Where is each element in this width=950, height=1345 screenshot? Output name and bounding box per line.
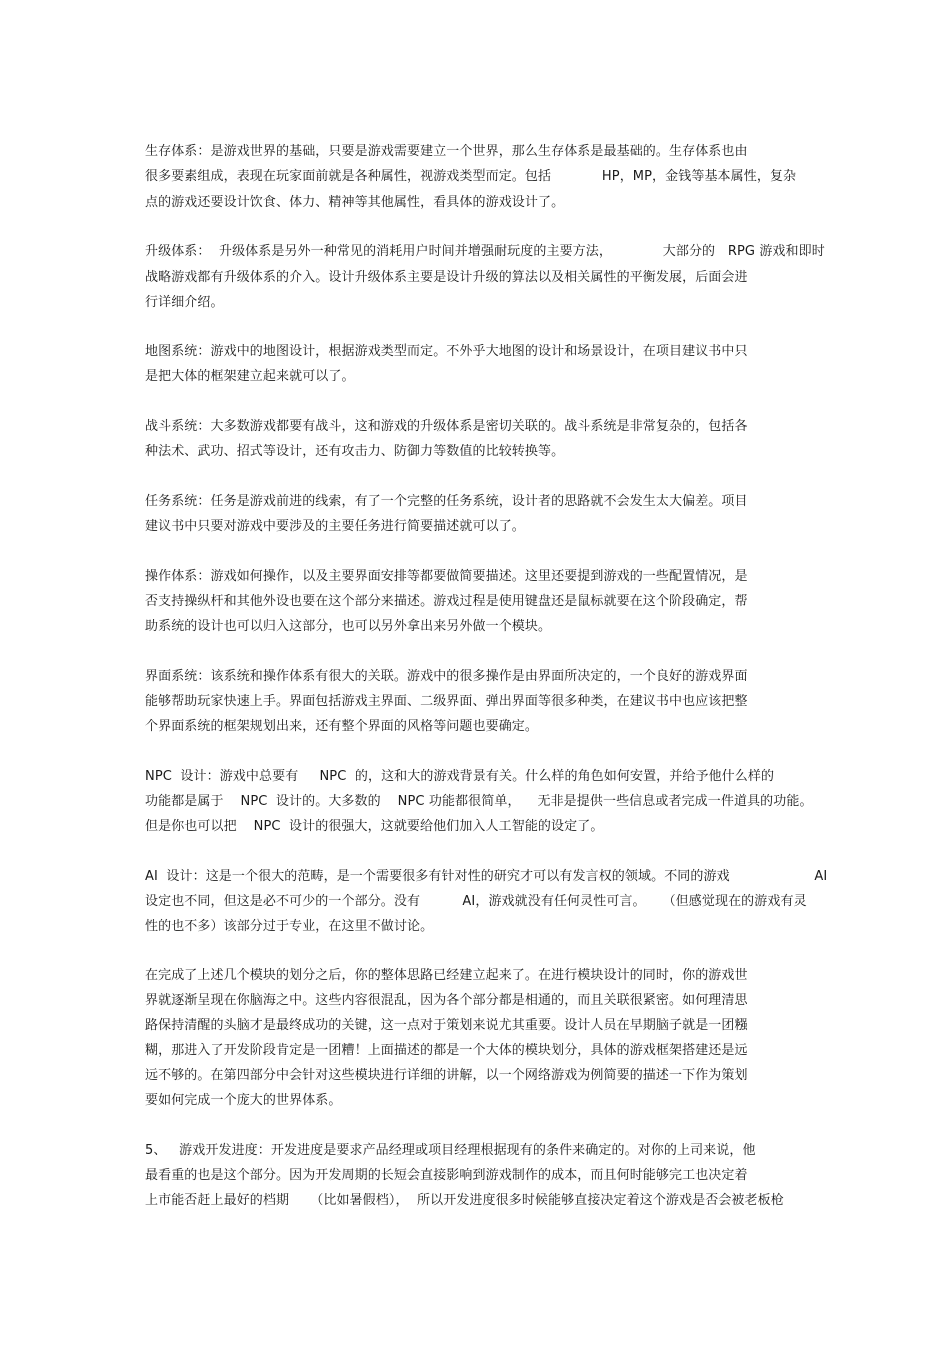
paragraph-line: 行详细介绍。	[145, 295, 224, 310]
paragraph-line: 能够帮助玩家快速上手。界面包括游戏主界面、二级界面、弹出界面等很多种类，在建议书中也应该把整	[145, 694, 748, 709]
paragraph-line: 界面系统：该系统和操作体系有很大的关联。游戏中的很多操作是由界面所决定的，一个良好的游戏界面	[145, 669, 748, 684]
paragraph-line: 战斗系统：大多数游戏都要有战斗，这和游戏的升级体系是密切关联的。战斗系统是非常复杂的，包括各	[145, 419, 748, 434]
paragraph-line: 是把大体的框架建立起来就可以了。	[145, 369, 355, 384]
paragraph-line: 很多要素组成，表现在玩家面前就是各种属性，视游戏类型而定。包括 HP，MP，金钱等基本属性，复杂	[145, 169, 797, 184]
paragraph-line: 要如何完成一个庞大的世界体系。	[145, 1093, 342, 1108]
paragraph-line: 点的游戏还要设计饮食、体力、精神等其他属性，看具体的游戏设计了。	[145, 195, 565, 210]
paragraph-line: AI 设计：这是一个很大的范畴，是一个需要很多有针对性的研究才可以有发言权的领域。不同的游戏 AI	[145, 869, 828, 884]
paragraph-line: 性的也不多）该部分过于专业，在这里不做讨论。	[145, 919, 434, 934]
paragraph-line: 种法术、武功、招式等设计，还有攻击力、防御力等数值的比较转换等。	[145, 444, 565, 459]
paragraph-line: 战略游戏都有升级体系的介入。设计升级体系主要是设计升级的算法以及相关属性的平衡发展，后面会进	[145, 270, 748, 285]
paragraph-line: 任务系统：任务是游戏前进的线索，有了一个完整的任务系统，设计者的思路就不会发生太大偏差。项目	[145, 494, 748, 509]
paragraph-line: 糊，那进入了开发阶段肯定是一团糟！上面描述的都是一个大体的模块划分，具体的游戏框架搭建还是远	[145, 1043, 748, 1058]
paragraph-line: 最看重的也是这个部分。因为开发周期的长短会直接影响到游戏制作的成本，而且何时能够完工也决定着	[145, 1168, 748, 1183]
paragraph-line: 在完成了上述几个模块的划分之后，你的整体思路已经建立起来了。在进行模块设计的同时，你的游戏世	[145, 968, 748, 983]
paragraph-line: 上市能否赶上最好的档期 （比如暑假档）， 所以开发进度很多时候能够直接决定着这个游戏是否会被老板枪	[145, 1193, 784, 1208]
paragraph-line: 地图系统：游戏中的地图设计，根据游戏类型而定。不外乎大地图的设计和场景设计，在项目建议书中只	[145, 344, 748, 359]
paragraph-line: 功能都是属于 NPC 设计的。大多数的 NPC 功能都很简单， 无非是提供一些信息或者完成一件道具的功能。	[145, 794, 813, 809]
paragraph-line: 路保持清醒的头脑才是最终成功的关键，这一点对于策划来说尤其重要。设计人员在早期脑子就是一团糨	[145, 1018, 748, 1033]
paragraph-line: 5、 游戏开发进度：开发进度是要求产品经理或项目经理根据现有的条件来确定的。对你的上司来说，他	[145, 1143, 756, 1158]
paragraph-line: 个界面系统的框架规划出来，还有整个界面的风格等问题也要确定。	[145, 719, 539, 734]
paragraph-line: 但是你也可以把 NPC 设计的很强大，这就要给他们加入人工智能的设定了。	[145, 819, 604, 834]
paragraph-line: 设定也不同，但这是必不可少的一个部分。没有 AI，游戏就没有任何灵性可言。 （但感觉现在的游戏有灵	[145, 894, 807, 909]
paragraph-line: 远不够的。在第四部分中会针对这些模块进行详细的讲解，以一个网络游戏为例简要的描述一下作为策划	[145, 1068, 748, 1083]
paragraph-line: 界就逐渐呈现在你脑海之中。这些内容很混乱，因为各个部分都是相通的，而且关联很紧密。如何理清思	[145, 993, 748, 1008]
paragraph-line: 否支持操纵杆和其他外设也要在这个部分来描述。游戏过程是使用键盘还是鼠标就要在这个阶段确定，帮	[145, 594, 748, 609]
paragraph-line: 操作体系：游戏如何操作，以及主要界面安排等都要做简要描述。这里还要提到游戏的一些配置情况，是	[145, 569, 748, 584]
paragraph-line: NPC 设计：游戏中总要有 NPC 的，这和大的游戏背景有关。什么样的角色如何安置，并给予他什么样的	[145, 769, 775, 784]
paragraph-line: 助系统的设计也可以归入这部分，也可以另外拿出来另外做一个模块。	[145, 619, 552, 634]
paragraph-line: 升级体系： 升级体系是另外一种常见的消耗用户时间并增强耐玩度的主要方法， 大部分的 RPG 游戏和即时	[145, 244, 825, 259]
paragraph-line: 建议书中只要对游戏中要涉及的主要任务进行简要描述就可以了。	[145, 519, 525, 534]
paragraph-line: 生存体系：是游戏世界的基础，只要是游戏需要建立一个世界，那么生存体系是最基础的。生存体系也由	[145, 144, 748, 159]
